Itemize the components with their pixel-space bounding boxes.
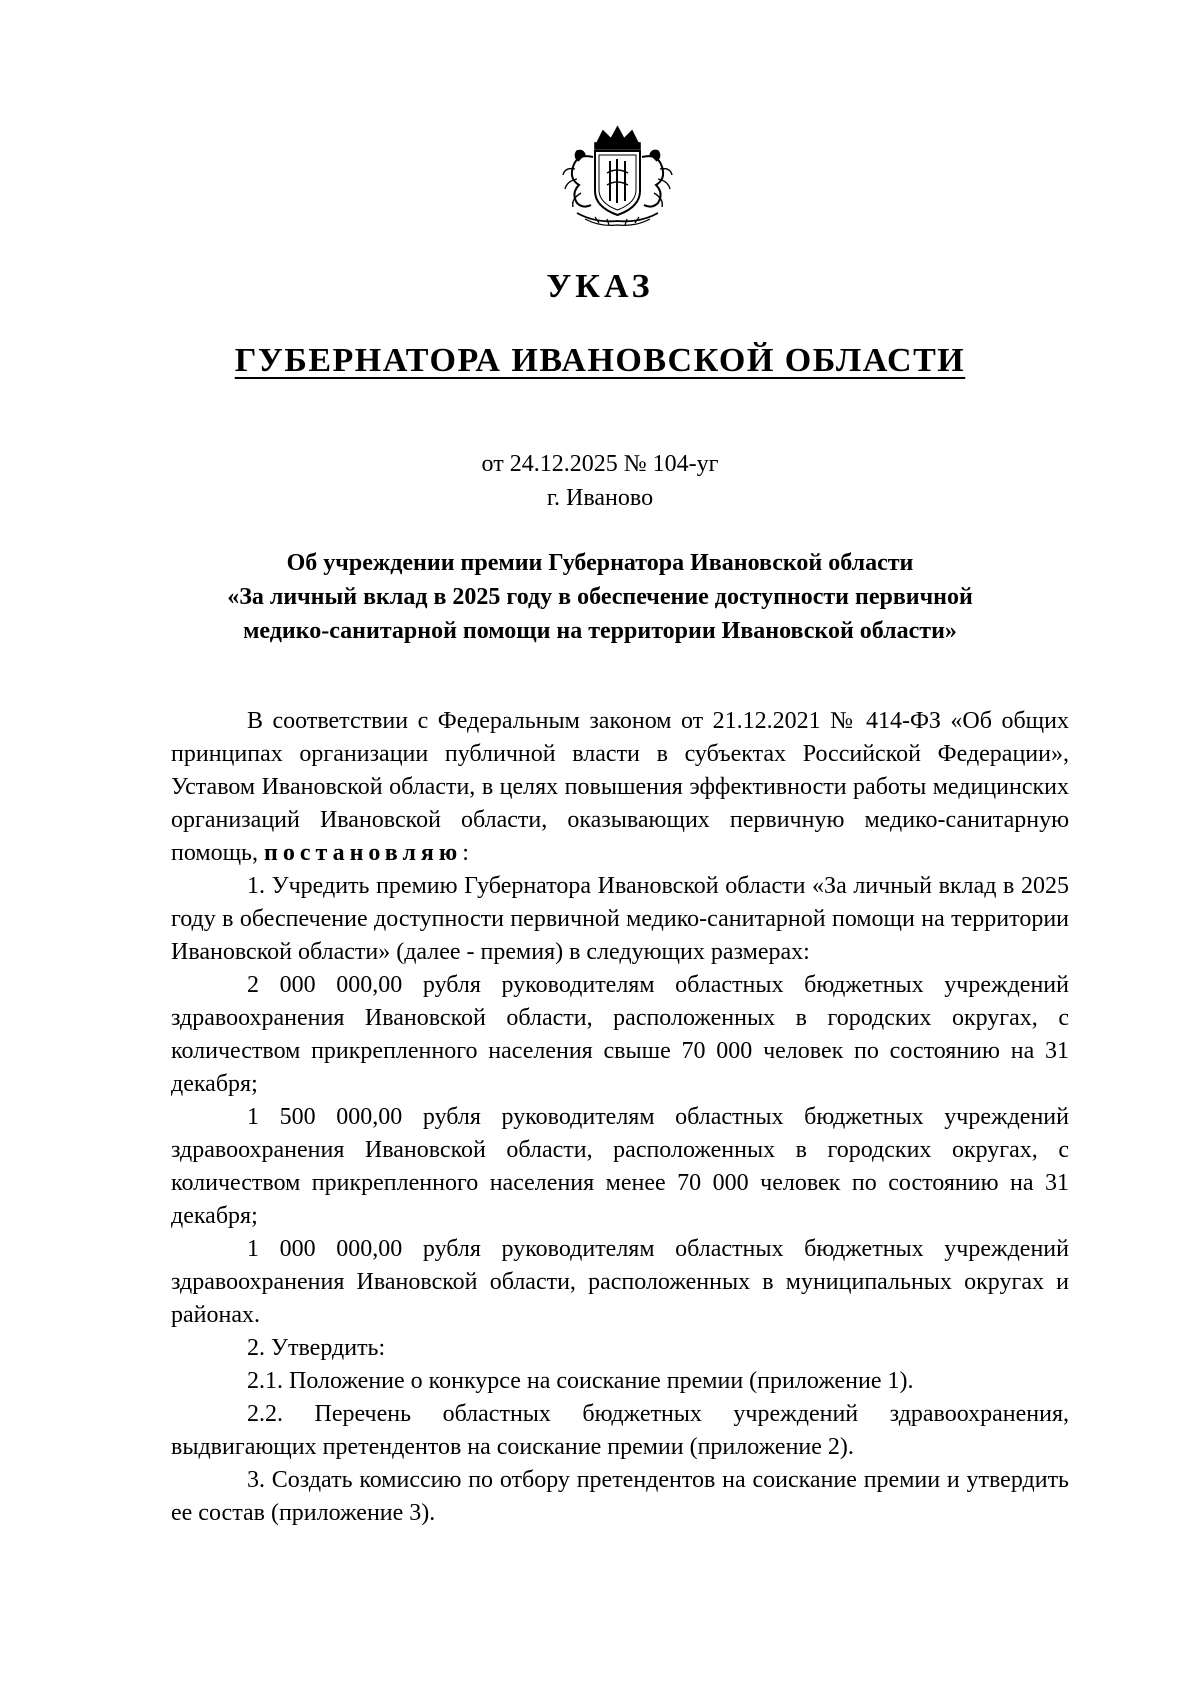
body-paragraph: 2. Утвердить:	[247, 1335, 386, 1361]
body-paragraph: 1 500 000,00 рубля руководителям областных бюджетных учреждений здравоохранения Ивановской области, расположенных в городских округах, с количеством прикрепленного населения менее 70 000 человек по состоянию на 31 декабря;	[171, 1104, 1069, 1229]
preamble-paragraph	[171, 705, 1069, 870]
body-paragraph: 1. Учредить премию Губернатора Ивановской области «За личный вклад в 2025 году в обеспечение доступности первичной медико-санитарной помощи на территории Ивановской области» (далее - премия) в следующих размерах:	[171, 873, 1069, 965]
resolution-word: постановляю	[264, 840, 463, 866]
body-paragraph: 2.1. Положение о конкурсе на соискание премии (приложение 1).	[247, 1368, 914, 1394]
body-paragraph: 3. Создать комиссию по отбору претендентов на соискание премии и утвердить ее состав (приложение 3).	[171, 1467, 1069, 1526]
coat-of-arms-emblem	[555, 123, 680, 231]
preamble-text: В соответствии с Федеральным законом от 21.12.2021 № 414-ФЗ «Об общих принципах организации публичной власти в субъектах Российской Федерации», Уставом Ивановской области, в целях повышения эффективности работы медицинских организаций Ивановской области, оказывающих первичную медико-санитарную помощь,	[171, 708, 1069, 866]
resolution-punct: :	[462, 840, 469, 866]
body-paragraph: 1 000 000,00 рубля руководителям областных бюджетных учреждений здравоохранения Ивановской области, расположенных в муниципальных округах и районах.	[171, 1236, 1069, 1328]
heading-line: «За личный вклад в 2025 году в обеспечение доступности первичной	[227, 584, 973, 610]
document-issuer: ГУБЕРНАТОРА ИВАНОВСКОЙ ОБЛАСТИ	[234, 342, 966, 379]
document-title: УКАЗ	[546, 268, 654, 305]
decree-heading	[160, 546, 1040, 648]
heading-line: Об учреждении премии Губернатора Ивановской области	[286, 550, 914, 576]
body-paragraph: 2 000 000,00 рубля руководителям областных бюджетных учреждений здравоохранения Ивановской области, расположенных в городских округах, с количеством прикрепленного населения свыше 70 000 человек по состоянию на 31 декабря;	[171, 972, 1069, 1097]
date-and-number: от 24.12.2025 № 104-уг	[481, 451, 719, 477]
body-paragraph: 2.2. Перечень областных бюджетных учреждений здравоохранения, выдвигающих претендентов на соискание премии (приложение 2).	[171, 1401, 1069, 1460]
document-body	[171, 705, 1069, 1530]
issue-city: г. Иваново	[546, 485, 654, 511]
heading-line: медико-санитарной помощи на территории Ивановской области»	[243, 618, 957, 644]
coat-of-arms-icon	[555, 123, 680, 231]
